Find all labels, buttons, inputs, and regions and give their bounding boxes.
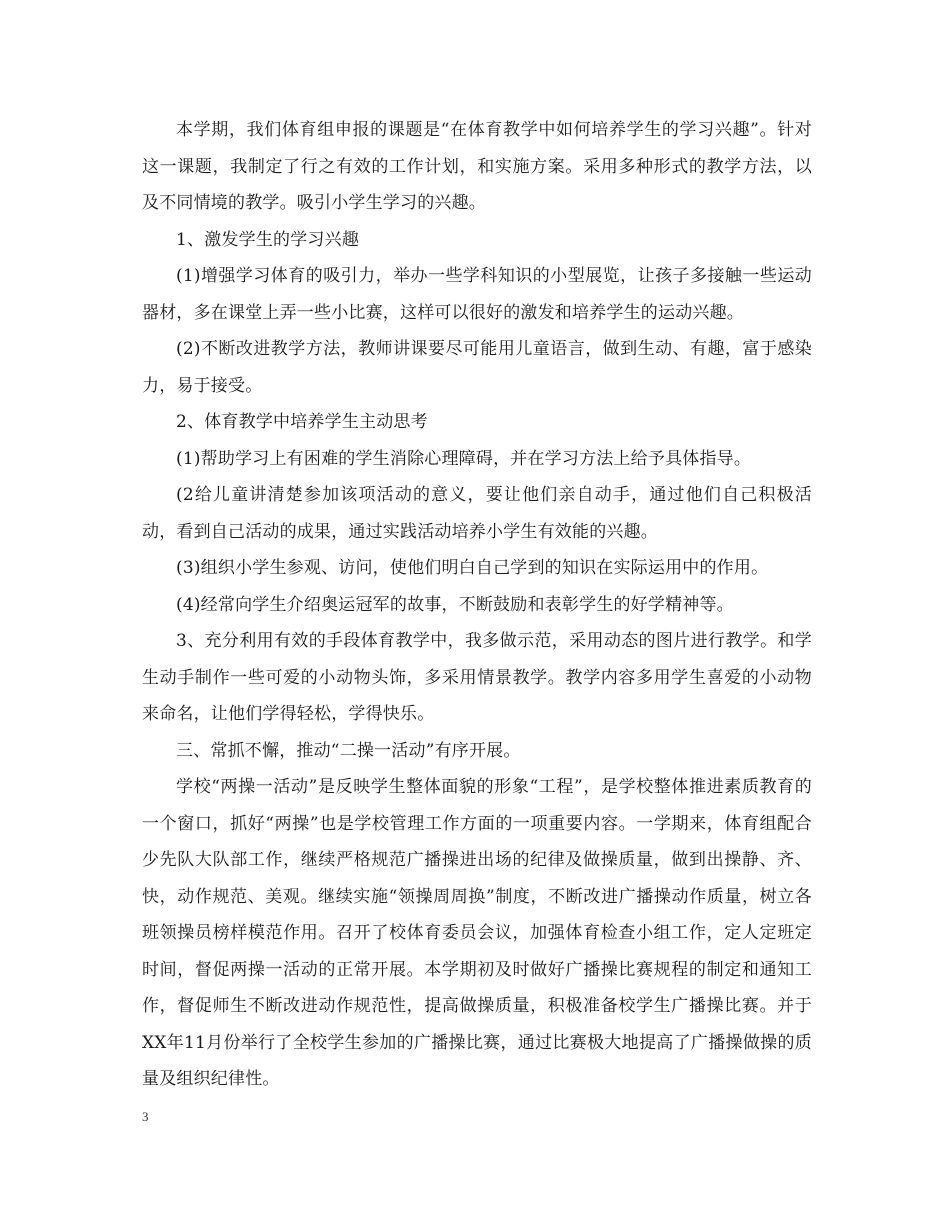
paragraph-section-3: 3、充分利用有效的手段体育教学中，我多做示范，采用动态的图片进行教学。和学生动手制作一些可爱的小动物头饰，多采用情景教学。教学内容多用学生喜爱的小动物来命名，让他们学得轻松，学得快乐。 <box>142 631 812 724</box>
paragraph-1-2: (2)不断改进教学方法，教师讲课要尽可能用儿童语言，做到生动、有趣，富于感染力，易于接受。 <box>142 339 812 396</box>
paragraph-2-1: (1)帮助学习上有困难的学生消除心理障碍，并在学习方法上给予具体指导。 <box>176 448 752 469</box>
page-number: 3 <box>142 1109 149 1124</box>
heading-section-2: 2、体育教学中培养学生主动思考 <box>176 412 428 432</box>
paragraph-intro: 本学期，我们体育组申报的课题是“在体育教学中如何培养学生的学习兴趣”。针对这一课题，我制定了行之有效的工作计划，和实施方案。采用多种形式的教学方法，以及不同情境的教学。吸引小学生学习的兴趣。 <box>142 120 812 213</box>
paragraph-2-4: (4)经常向学生介绍奥运冠军的故事，不断鼓励和表彰学生的好学精神等。 <box>176 594 734 615</box>
paragraph-two-exercises: 学校“两操一活动”是反映学生整体面貌的形象“工程”，是学校整体推进素质教育的一个窗口，抓好“两操”也是学校管理工作方面的一项重要内容。一学期来，体育组配合少先队大队部工作，继续严格规范广播操进出场的纪律及做操质量，做到出操静、齐、快，动作规范、美观。继续实施“领操周周换”制度，不断改进广播操动作质量，树立各班领操员榜样模范作用。召开了校体育委员会议，加强体育检查小组工作，定人定班定时间，督促两操一活动的正常开展。本学期初及时做好广播操比赛规程的制定和通知工作，督促师生不断改进动作规范性，提高做操质量，积极准备校学生广播操比赛。并于XX年11月份举行了全校学生参加的广播操比赛，通过比赛极大地提高了广播操做操的质量及组织纪律性。 <box>142 777 812 1089</box>
heading-part-three: 三、常抓不懈，推动“二操一活动”有序开展。 <box>176 740 521 761</box>
paragraph-2-2: (2给儿童讲清楚参加该项活动的意义，要让他们亲自动手，通过他们自己积极活动，看到自己活动的成果，通过实践活动培养小学生有效能的兴趣。 <box>142 485 812 542</box>
paragraph-1-1: (1)增强学习体育的吸引力，举办一些学科知识的小型展览，让孩子多接触一些运动器材，多在课堂上弄一些小比赛，这样可以很好的激发和培养学生的运动兴趣。 <box>142 266 812 323</box>
paragraph-2-3: (3)组织小学生参观、访问，使他们明白自己学到的知识在实际运用中的作用。 <box>176 558 769 578</box>
heading-section-1: 1、激发学生的学习兴趣 <box>176 229 360 250</box>
document-body <box>142 112 812 1098</box>
